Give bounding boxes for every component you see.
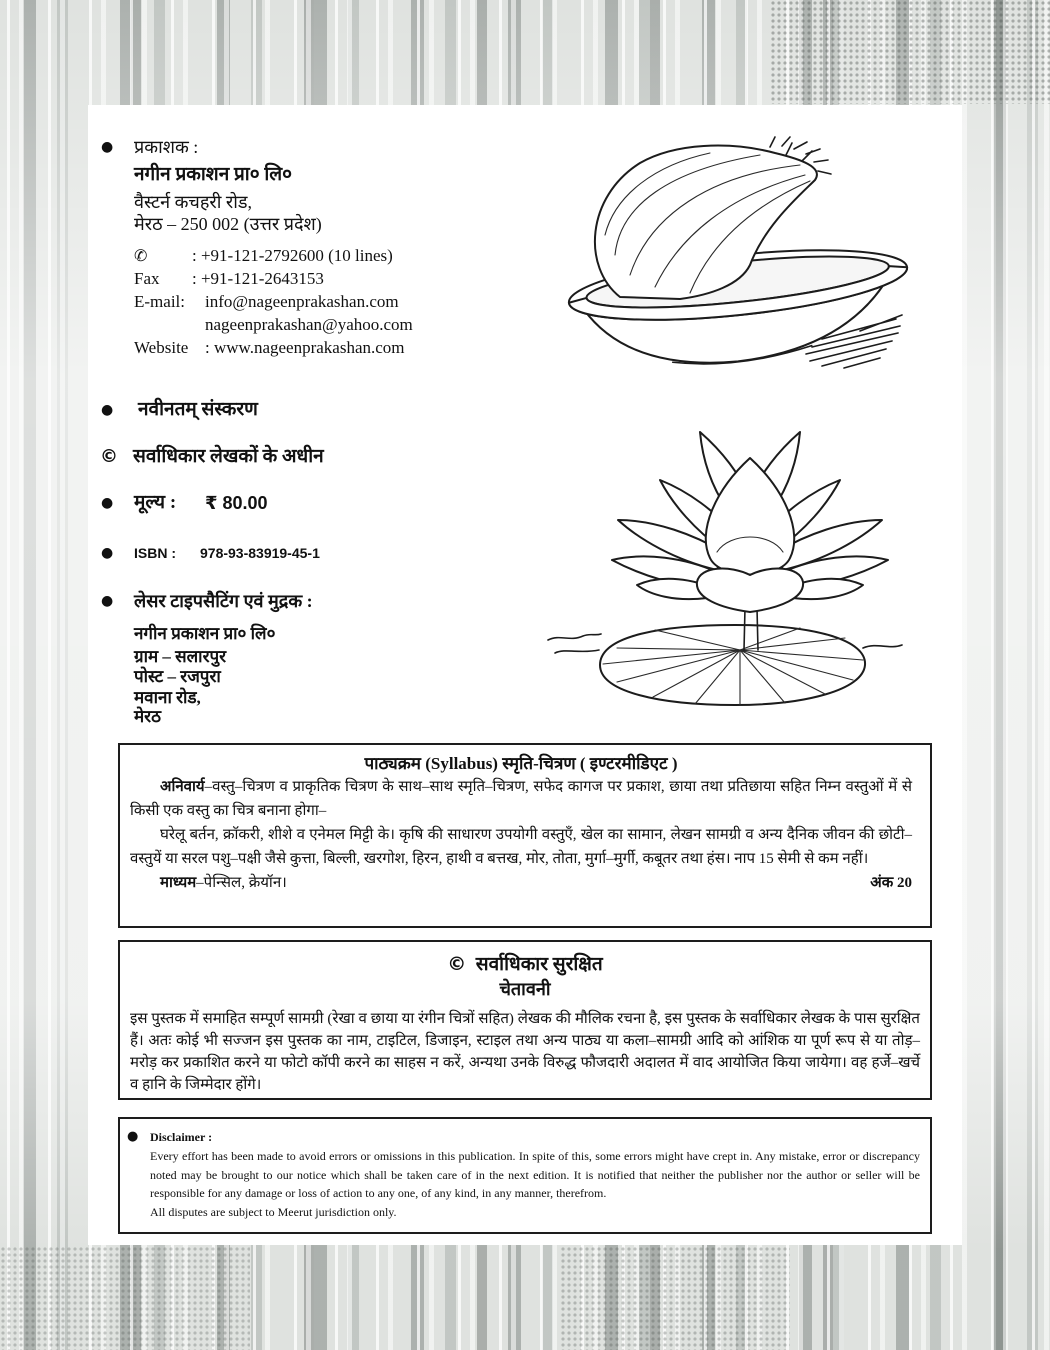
mandatory-label: अनिवार्य	[160, 779, 205, 795]
fax-row	[134, 267, 514, 290]
lotus-seed-pod	[697, 569, 803, 612]
copyright-icon: ©	[100, 446, 118, 467]
website-address: : www.nageenprakashan.com	[205, 338, 405, 357]
contact-details	[134, 244, 514, 359]
disclaimer-text: Every effort has been made to avoid errors or omissions in this publication. In spite of this, some errors might have crept in. Any mistake, error or discrepancy noted may be brought to our notice which shall be taken care of in the next edition. It is notified that neither the publisher nor the author or seller will be responsible for any damage or loss of action to any one, of any kind, in any manner, therefrom.	[150, 1149, 920, 1200]
warning-title-text: सर्वाधिकार सुरक्षित	[475, 954, 603, 975]
disclaimer-label: Disclaimer :	[150, 1130, 213, 1144]
halftone-texture	[0, 1246, 250, 1350]
syllabus-mandatory	[130, 775, 912, 823]
publisher-heading: प्रकाशक :	[134, 137, 199, 157]
email-address: nageenprakashan@yahoo.com	[205, 315, 413, 334]
printer-heading: लेसर टाइपसैटिंग एवं मुद्रक :	[134, 591, 313, 611]
bullet-icon	[101, 591, 113, 611]
email-address: info@nageenprakashan.com	[205, 292, 399, 311]
copyright-warning-box	[118, 940, 932, 1100]
warning-text: इस पुस्तक में समाहित सम्पूर्ण सामग्री (रेखा व छाया या रंगीन चित्रों सहित) लेखक की मौलिक रचना है, इस पुस्तक के सर्वाधिकार लेखक के पास सुरक्षित हैं। अतः कोई भी सज्जन इस पुस्तक का नाम, टाइटिल, डिजाइन, स्टाइल तथा अन्य पाठ्य या कला–सामग्री आदि को आंशिक या पूर्ण रूप से या तोड़–मरोड़ कर प्रकाशित करने या फोटो कॉपी करने का साहस न करें, अन्यथा उनके विरुद्ध फौजदारी अदालत में वाद आयोजित किया जायेगा। वह हर्जे–खर्चे व हानि के जिम्मेदार होंगे।	[130, 1011, 920, 1093]
email-label-spacer	[134, 313, 205, 336]
bullet-icon	[101, 400, 113, 420]
price-value: ₹ 80.00	[205, 493, 268, 513]
syllabus-items: घरेलू बर्तन, क्रॉकरी, शीशे व एनेमल मिट्टी के। कृषि की साधारण उपयोगी वस्तुएँ, खेल का सामान, लेखन सामग्री व अन्य दैनिक जीवन की छोटी–वस्तुयें या सरल पशु–पक्षी जैसे कुत्ता, बिल्ली, खरगोश, हिरन, हाथी व बत्तख, मोर, तोता, मुर्गा–मुर्गी, कबूतर तथा हंस। नाप 15 सेमी से कम नहीं।	[130, 827, 912, 867]
publisher-name: नगीन प्रकाशन प्रा० लि०	[134, 164, 293, 185]
website-label: Website	[134, 338, 189, 357]
printer-line: पोस्ट – रजपुरा	[134, 667, 221, 686]
printer-line: नगीन प्रकाशन प्रा० लि०	[134, 624, 276, 643]
disclaimer-jurisdiction: All disputes are subject to Meerut jurisdiction only.	[150, 1204, 397, 1219]
halftone-texture	[560, 1246, 790, 1350]
halftone-texture	[770, 0, 1050, 104]
printer-line: मेरठ	[134, 707, 161, 726]
medium-label: माध्यम	[160, 875, 197, 891]
publisher-address-line: वैस्टर्न कचहरी रोड,	[134, 192, 253, 212]
copyright-note: सर्वाधिकार लेखकों के अधीन	[133, 446, 324, 467]
syllabus-medium-row	[130, 871, 912, 895]
printer-line: ग्राम – सलारपुर	[134, 647, 227, 666]
email-label: E-mail:	[134, 292, 185, 311]
medium-text: –पेन्सिल, क्रेयॉन।	[196, 875, 287, 891]
price-label: मूल्य :	[134, 492, 177, 513]
lotus-leaf	[600, 625, 865, 705]
email-row	[134, 290, 514, 313]
bullet-icon	[101, 543, 113, 563]
disclaimer-box	[118, 1117, 932, 1234]
publisher-address-line: मेरठ – 250 002 (उत्तर प्रदेश)	[134, 214, 322, 234]
bullet-icon	[127, 1127, 138, 1147]
warning-title	[130, 952, 920, 977]
fax-number: : +91-121-2643153	[192, 269, 324, 288]
syllabus-medium	[160, 871, 287, 895]
phone-icon: ✆	[134, 246, 148, 265]
isbn-value: 978-93-83919-45-1	[200, 545, 320, 561]
bullet-icon	[101, 493, 113, 513]
syllabus-marks: अंक 20	[870, 875, 912, 891]
printer-line: मवाना रोड,	[134, 688, 201, 707]
mandatory-text: –वस्तु–चित्रण व प्राकृतिक चित्रण के साथ–साथ स्मृति–चित्रण, सफेद कागज पर प्रकाश, छाया तथा प्रतिछाया सहित निम्न वस्तुओं में से किसी एक वस्तु का चित्र बनाना होगा–	[130, 779, 912, 819]
warning-subtitle: चेतावनी	[499, 979, 551, 999]
isbn-label: ISBN :	[134, 545, 176, 561]
phone-number: : +91-121-2792600 (10 lines)	[192, 246, 393, 265]
coconut-in-bowl-sketch	[560, 135, 910, 370]
syllabus-title: पाठ्यक्रम (Syllabus) स्मृति-चित्रण ( इण्टरमीडिएट )	[364, 754, 678, 773]
edition-note: नवीनतम् संस्करण	[138, 399, 258, 420]
lotus-sketch	[545, 420, 905, 710]
syllabus-box	[118, 743, 932, 928]
phone-row	[134, 244, 514, 267]
copyright-icon: ©	[447, 953, 467, 975]
fax-label: Fax	[134, 269, 160, 288]
bullet-icon	[101, 137, 113, 157]
email-row	[134, 313, 514, 336]
website-row	[134, 336, 514, 359]
